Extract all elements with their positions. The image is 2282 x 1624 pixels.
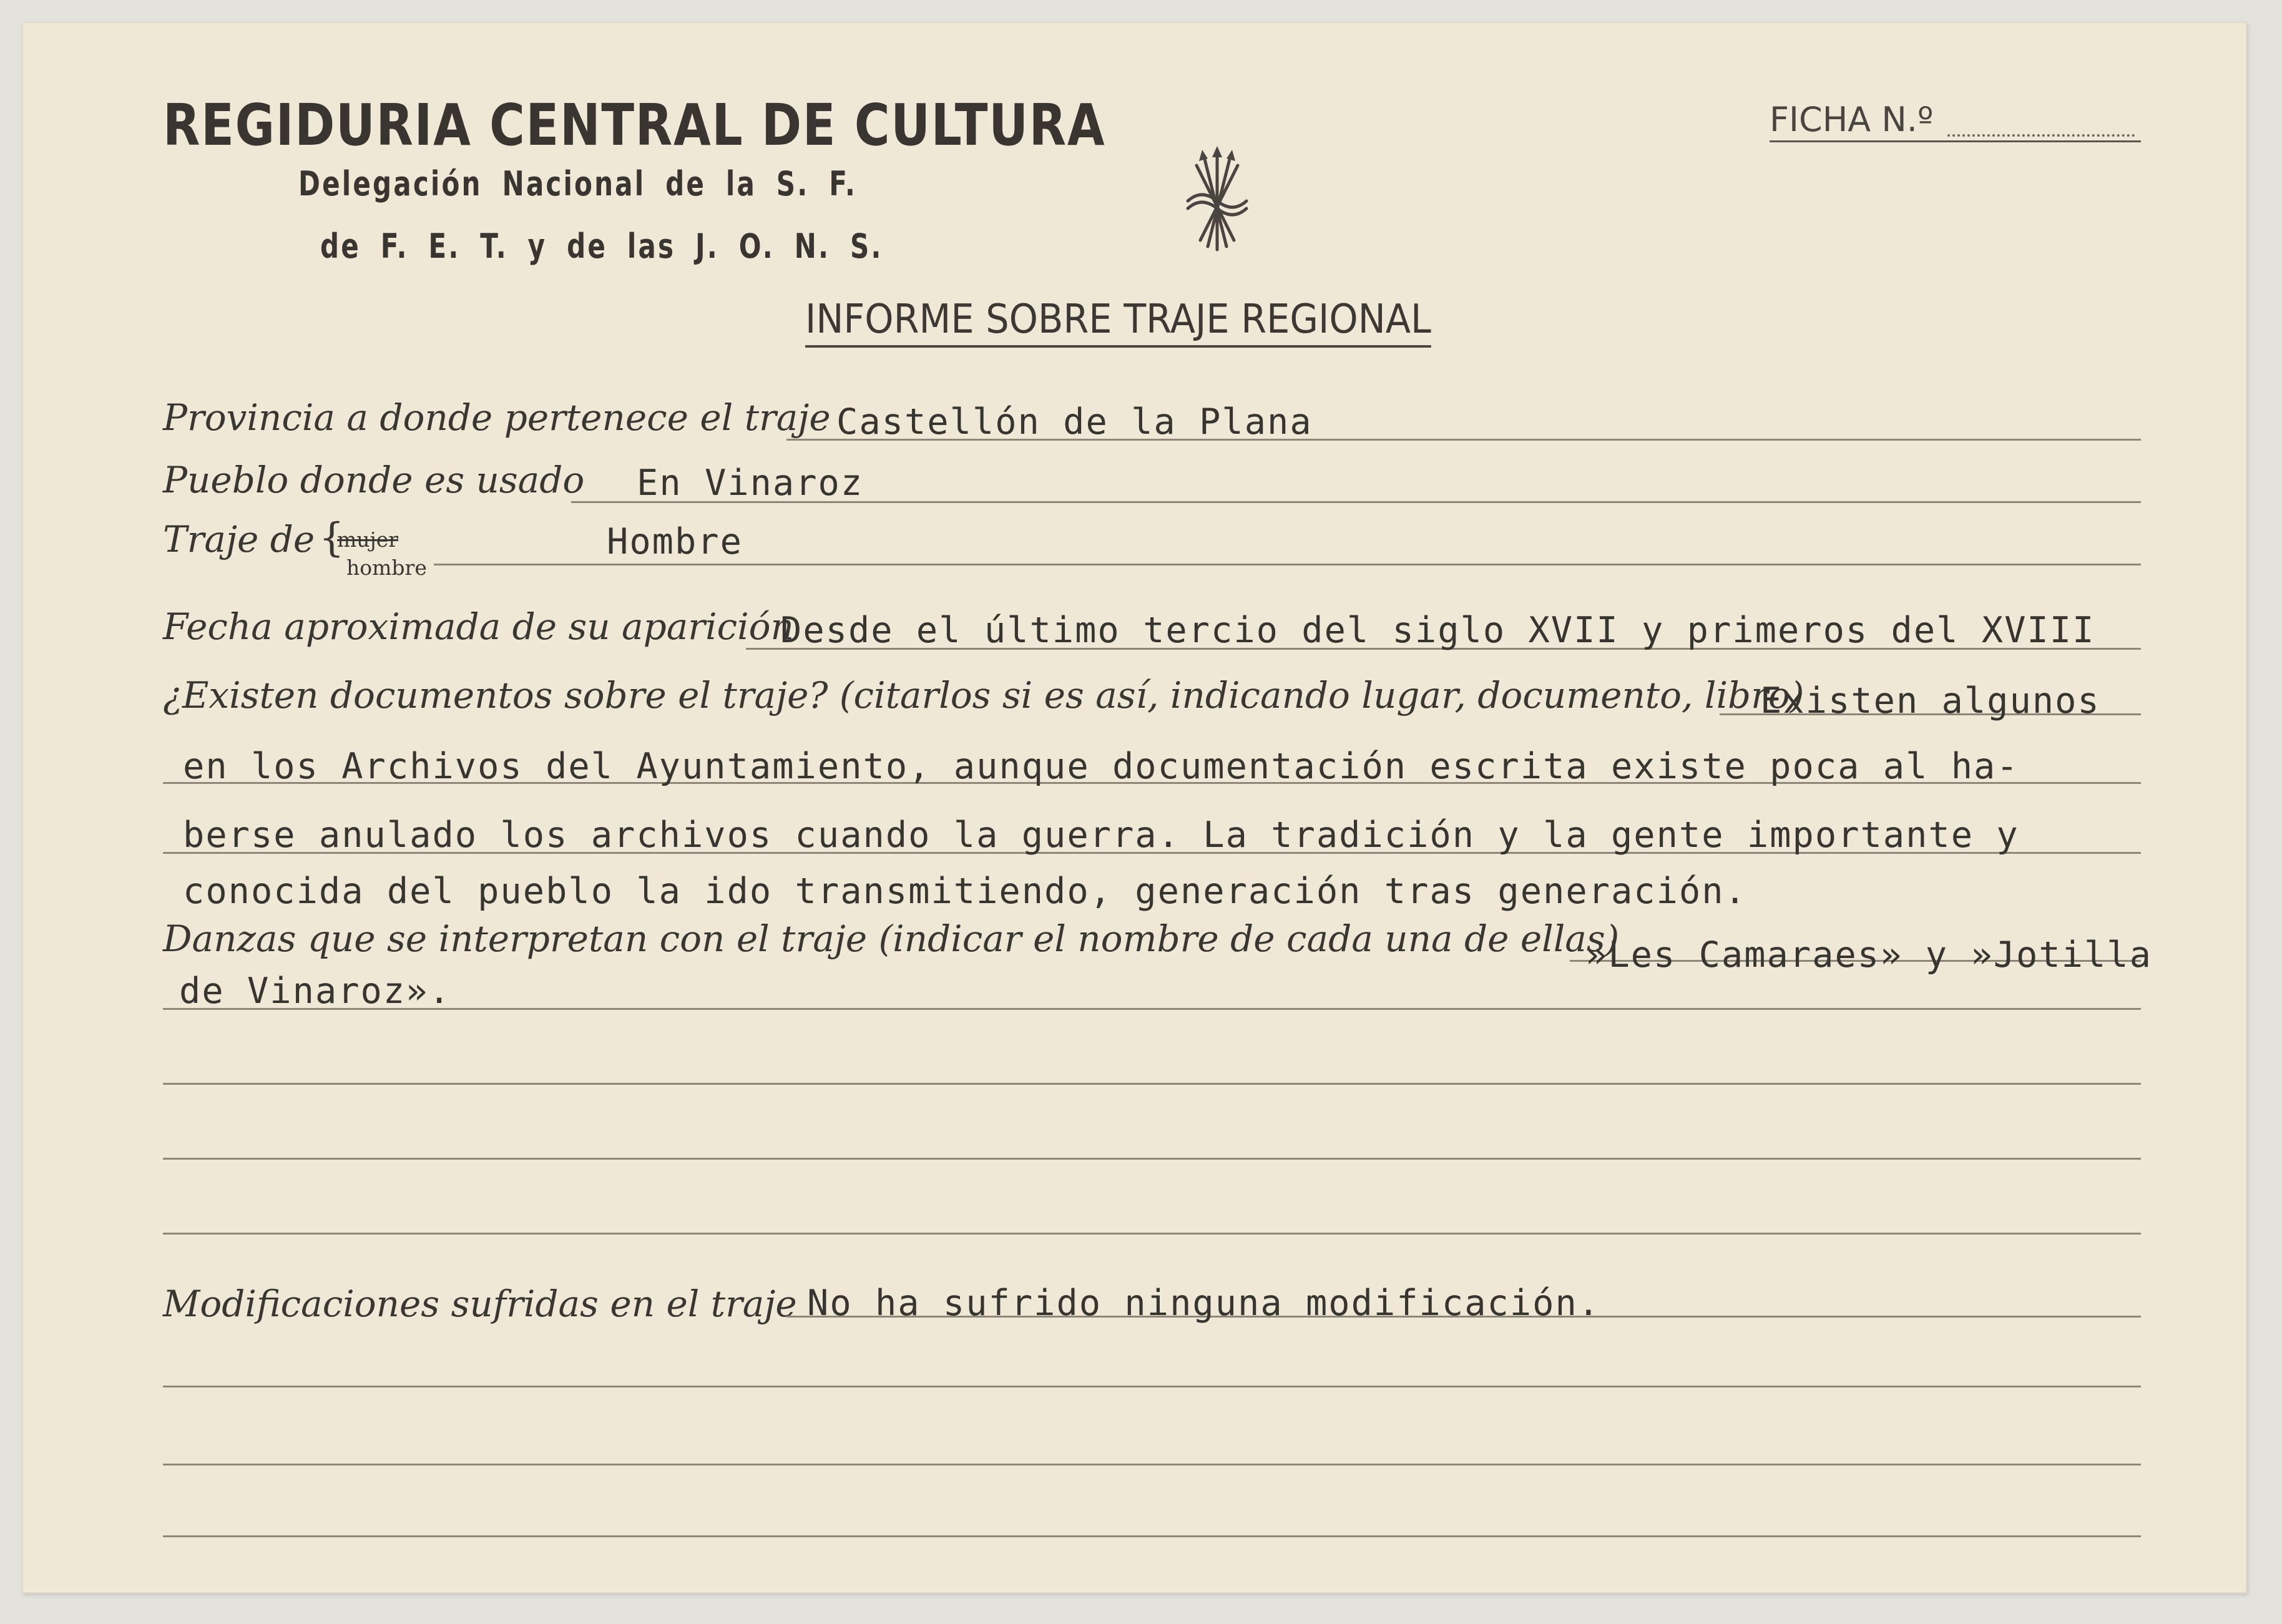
option-hombre: hombre bbox=[346, 555, 427, 580]
report-card bbox=[22, 22, 2247, 1593]
provincia-value: Castellón de la Plana bbox=[836, 401, 1313, 443]
danzas-line-2 bbox=[163, 1008, 2141, 1010]
documentos-text-4: conocida del pueblo la ido transmitiendo, generación tras generación. bbox=[183, 871, 1747, 912]
party-line: de F. E. T. y de las J. O. N. S. bbox=[320, 227, 883, 266]
option-mujer-struck: mujer bbox=[337, 527, 399, 552]
modificaciones-value: No ha sufrido ninguna modificación. bbox=[807, 1283, 1601, 1324]
blank-line-1 bbox=[163, 1083, 2141, 1085]
fecha-label: Fecha aproximada de su aparición bbox=[163, 605, 794, 648]
documentos-text-1: Existen algunos bbox=[1760, 680, 2100, 722]
pueblo-value: En Vinaroz bbox=[637, 462, 864, 504]
documentos-label: ¿Existen documentos sobre el traje? (citarlos si es así, indicando lugar, documento, libro) bbox=[163, 674, 1805, 717]
danzas-label: Danzas que se interpretan con el traje (indicar el nombre de cada una de ellas) bbox=[163, 917, 1620, 960]
modificaciones-label: Modificaciones sufridas en el traje bbox=[163, 1283, 797, 1325]
documentos-text-3: berse anulado los archivos cuando la guerra. La tradición y la gente importante y bbox=[183, 814, 2019, 856]
form-title: INFORME SOBRE TRAJE REGIONAL bbox=[805, 296, 1431, 348]
ficha-underline bbox=[1770, 140, 2141, 142]
ficha-number-line bbox=[1947, 134, 2135, 137]
blank-line-3 bbox=[163, 1233, 2141, 1235]
fecha-value: Desde el último tercio del siglo XVII y primeros del XVIII bbox=[780, 610, 2095, 651]
blank-line-6 bbox=[163, 1535, 2141, 1537]
danzas-text-2: de Vinaroz». bbox=[179, 971, 451, 1012]
delegation-line: Delegación Nacional de la S. F. bbox=[298, 164, 858, 203]
traje-value: Hombre bbox=[607, 521, 743, 562]
traje-line bbox=[434, 564, 2141, 565]
provincia-label: Provincia a donde pertenece el traje bbox=[163, 396, 831, 439]
danzas-text-1: »Les Camaraes» y »Jotilla bbox=[1585, 934, 2152, 976]
traje-label: Traje de bbox=[163, 518, 315, 560]
ficha-label: FICHA N.º bbox=[1770, 100, 1934, 139]
pueblo-label: Pueblo donde es usado bbox=[163, 459, 585, 501]
blank-line-5 bbox=[163, 1464, 2141, 1465]
organization-title: REGIDURIA CENTRAL DE CULTURA bbox=[163, 92, 1106, 159]
blank-line-4 bbox=[163, 1386, 2141, 1387]
blank-line-2 bbox=[163, 1158, 2141, 1160]
yoke-and-arrows-icon bbox=[1183, 144, 1251, 259]
brace-glyph: { bbox=[319, 515, 345, 561]
documentos-text-2: en los Archivos del Ayuntamiento, aunque documentación escrita existe poca al ha- bbox=[183, 746, 2019, 787]
